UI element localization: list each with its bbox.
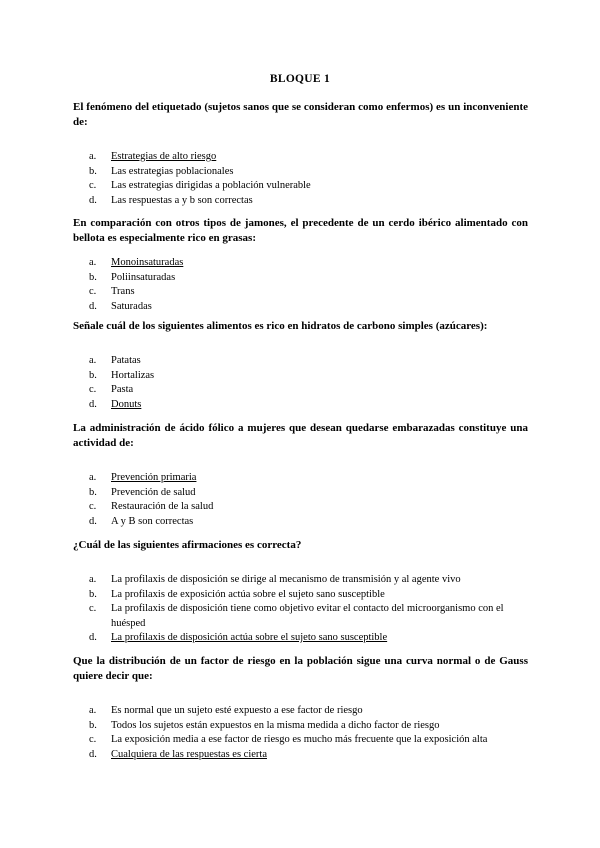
option-d: d. Cualquiera de las respuestas es cierta xyxy=(89,748,267,760)
options-list xyxy=(73,573,528,646)
question-2 xyxy=(73,216,528,314)
option-b: b. Prevención de salud xyxy=(89,486,196,498)
option-d: d. Las respuestas a y b son correctas xyxy=(89,194,253,206)
option-a: a. Prevención primaria xyxy=(89,472,197,483)
question-6 xyxy=(73,654,528,762)
option-c: c. Pasta xyxy=(89,384,134,395)
option-b: b. Las estrategias poblacionales xyxy=(89,165,234,177)
option-d: d. Saturadas xyxy=(89,300,152,312)
question-text: El fenómeno del etiquetado (sujetos sanos que se consideran como enfermos) es un inconveniente de: xyxy=(73,101,528,128)
option-a: a. Patatas xyxy=(89,355,141,366)
option-a: a. Monoinsaturadas xyxy=(89,257,184,268)
question-text: La administración de ácido fólico a mujeres que desean quedarse embarazadas constituye una actividad de: xyxy=(73,422,528,449)
question-4 xyxy=(73,421,528,529)
question-text: Que la distribución de un factor de riesgo en la población sigue una curva normal o de Gauss quiere decir que: xyxy=(73,655,528,682)
option-c: c. La exposición media a ese factor de riesgo es mucho más frecuente que la exposición alta xyxy=(89,734,488,745)
option-d: d. A y B son correctas xyxy=(89,515,194,527)
option-b: b. Hortalizas xyxy=(89,369,155,381)
option-b: b. La profilaxis de exposición actúa sobre el sujeto sano susceptible xyxy=(89,588,385,600)
option-c: c. Las estrategias dirigidas a población vulnerable xyxy=(89,180,311,191)
question-5 xyxy=(73,538,528,646)
options-list xyxy=(73,354,528,412)
option-b: b. Poliinsaturadas xyxy=(89,271,176,283)
option-d: d. Donuts xyxy=(89,398,142,410)
question-text: Señale cuál de los siguientes alimentos es rico en hidratos de carbono simples (azúcares): xyxy=(73,320,488,332)
options-list xyxy=(73,704,528,762)
question-3 xyxy=(73,319,528,412)
option-a: a. Estrategias de alto riesgo xyxy=(89,151,217,162)
option-c: c. Trans xyxy=(89,286,135,297)
question-text: En comparación con otros tipos de jamones, el precedente de un cerdo ibérico alimentado con bellota es especialmente rico en grasas: xyxy=(73,217,528,244)
page-title: BLOQUE 1 xyxy=(269,73,331,85)
option-a: a. Es normal que un sujeto esté expuesto a ese factor de riesgo xyxy=(89,705,363,716)
question-text: ¿Cuál de las siguientes afirmaciones es correcta? xyxy=(73,539,302,551)
option-b: b. Todos los sujetos están expuestos en la misma medida a dicho factor de riesgo xyxy=(89,719,440,731)
options-list xyxy=(73,150,528,208)
options-list xyxy=(73,471,528,529)
option-d: d. La profilaxis de disposición actúa sobre el sujeto sano susceptible xyxy=(89,632,388,643)
option-c: c. La profilaxis de disposición tiene como objetivo evitar el contacto del microorganismo con el huésped xyxy=(89,603,504,629)
question-1 xyxy=(73,100,528,208)
option-a: a. La profilaxis de disposición se dirige al mecanismo de transmisión y al agente vivo xyxy=(89,574,461,585)
option-c: c. Restauración de la salud xyxy=(89,501,214,512)
options-list xyxy=(73,256,528,314)
